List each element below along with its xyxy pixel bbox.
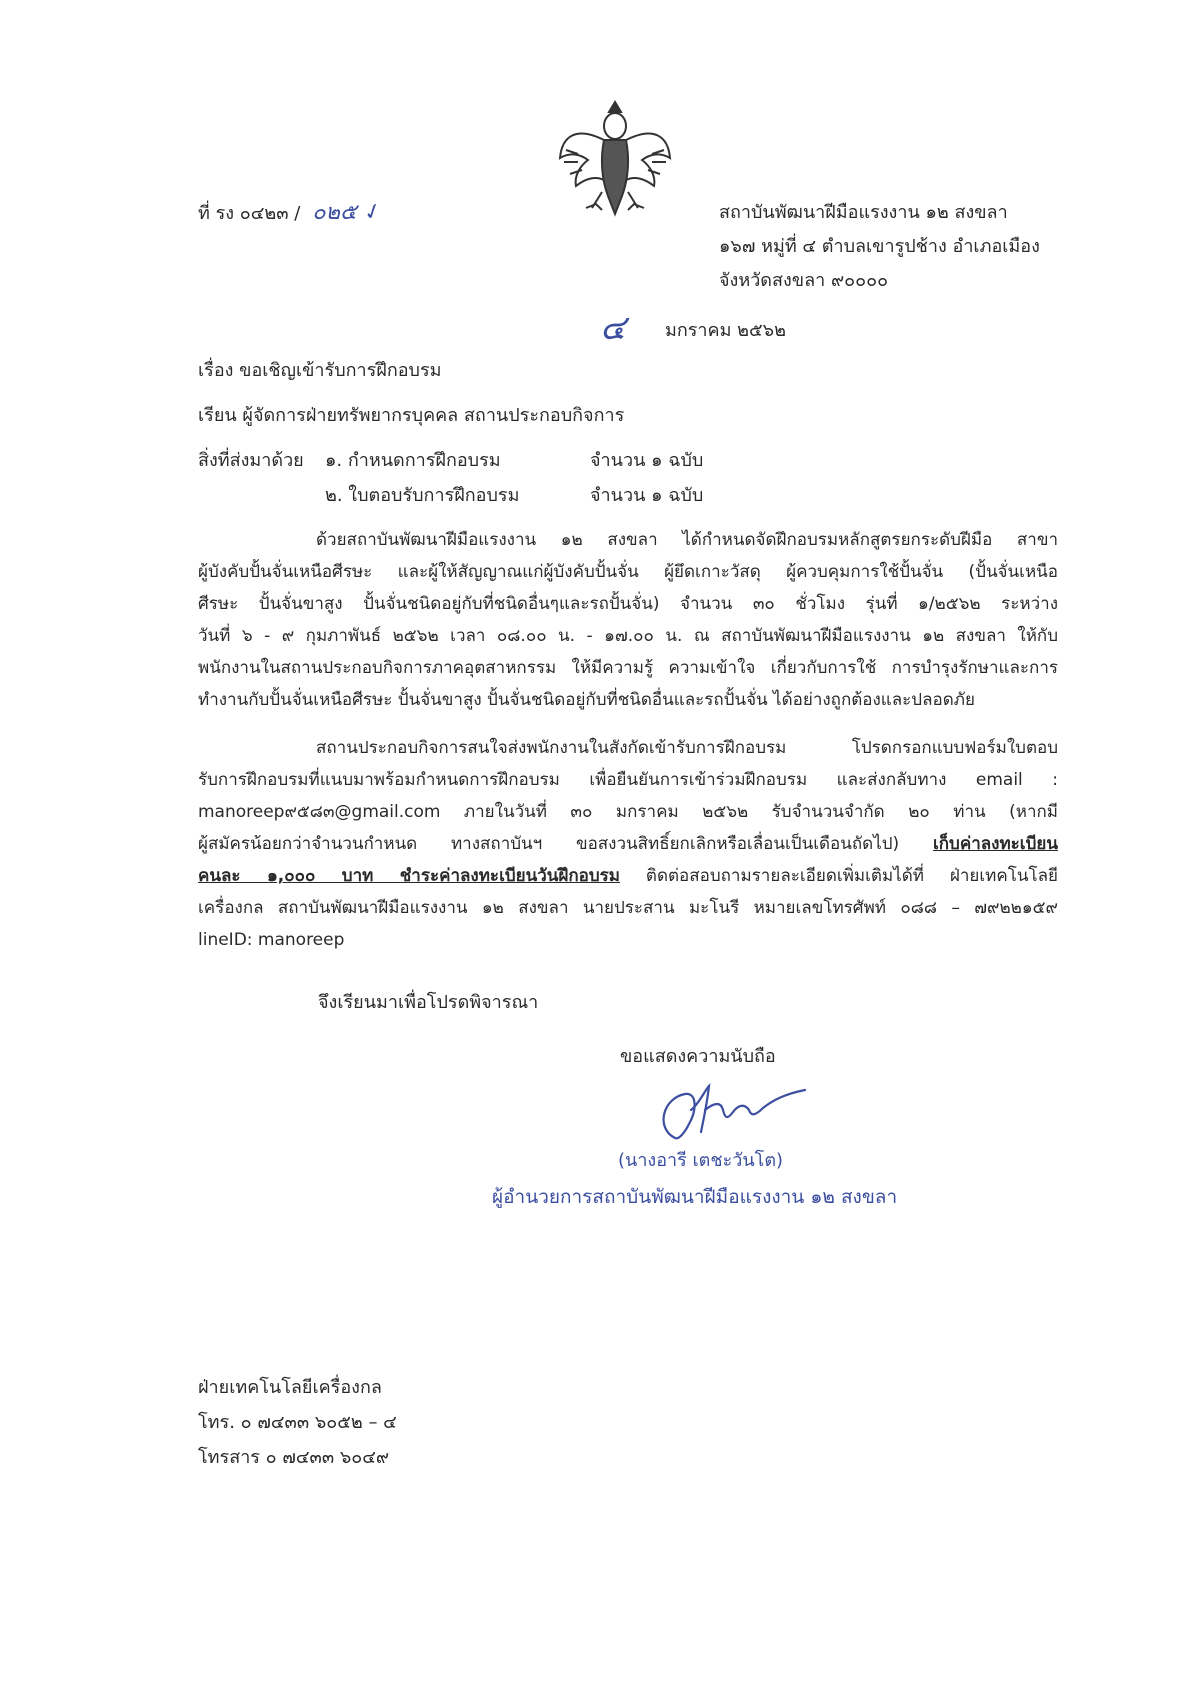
recipient-line: เรียน ผู้จัดการฝ่ายทรัพยากรบุคคล สถานประกอบกิจการ [198, 405, 625, 426]
paragraph-2-line: lineID: manoreep [198, 930, 345, 950]
paragraph-2-line: manoreep๙๕๘๓@gmail.com ภายในวันที่ ๓๐ มกราคม ๒๕๖๒ รับจำนวนจำกัด ๒๐ ท่าน (หากมี [198, 802, 1058, 822]
paragraph-2-line-5 [198, 860, 1058, 892]
footer-fax: โทรสาร ๐ ๗๔๓๓ ๖๐๔๙ [198, 1447, 390, 1468]
enclosure-item-2: ๒. ใบตอบรับการฝึกอบรม [325, 485, 520, 506]
garuda-emblem [556, 96, 674, 220]
handwritten-signature [645, 1080, 825, 1150]
paragraph-2-text: ติดต่อสอบถามรายละเอียดเพิ่มเติมได้ที่ ฝ่ายเทคโนโลยี [620, 866, 1058, 886]
address-line-3: จังหวัดสงขลา ๙๐๐๐๐ [719, 270, 889, 291]
paragraph-1-line: ศีรษะ ปั้นจั่นขาสูง ปั้นจั่นชนิดอยู่กับที่ชนิดอื่นๆและรถปั้นจั่น) จำนวน ๓๐ ชั่วโมง รุ่นที่ ๑/๒๕๖๒ ระหว่าง [198, 594, 1058, 614]
subject-line: เรื่อง ขอเชิญเข้ารับการฝึกอบรม [198, 360, 442, 381]
reference-handwritten: ๐๒๕ [312, 200, 357, 225]
enclosure-item-1: ๑. กำหนดการฝึกอบรม [325, 450, 501, 471]
signer-title: ผู้อำนวยการสถาบันพัฒนาฝีมือแรงงาน ๑๒ สงขลา [492, 1186, 898, 1208]
closing-line: จึงเรียนมาเพื่อโปรดพิจารณา [318, 992, 539, 1013]
reference-number [198, 197, 387, 228]
address-line-1: สถาบันพัฒนาฝีมือแรงงาน ๑๒ สงขลา [719, 202, 1008, 223]
paragraph-2 [198, 732, 1058, 956]
enclosure-qty-2: จำนวน ๑ ฉบับ [590, 485, 704, 506]
paragraph-2-line: เครื่องกล สถาบันพัฒนาฝีมือแรงงาน ๑๒ สงขลา นายประสาน มะโนรี หมายเลขโทรศัพท์ ๐๘๘ – ๗๙๒๒๑๕๙ [198, 898, 1058, 918]
paragraph-1-line: ผู้บังคับปั้นจั่นเหนือศีรษะ และผู้ให้สัญญาณแก่ผู้บังคับปั้นจั่น ผู้ยึดเกาะวัสดุ ผู้ควบคุมการใช้ปั้นจั่น (ปั้นจั่นเหนือ [198, 562, 1058, 582]
paragraph-1-line: พนักงานในสถานประกอบกิจการภาคอุตสาหกรรม ให้มีความรู้ ความเข้าใจ เกี่ยวกับการใช้ การบำรุงรักษาและการ [198, 658, 1058, 678]
regards-line: ขอแสดงความนับถือ [620, 1046, 776, 1067]
paragraph-1-line: ด้วยสถาบันพัฒนาฝีมือแรงงาน ๑๒ สงขลา ได้กำหนดจัดฝึกอบรมหลักสูตรยกระดับฝีมือ สาขา [316, 530, 1058, 550]
footer-phone: โทร. ๐ ๗๔๓๓ ๖๐๕๒ – ๔ [198, 1412, 397, 1433]
paragraph-2-line: สถานประกอบกิจการสนใจส่งพนักงานในสังกัดเข้ารับการฝึกอบรม โปรดกรอกแบบฟอร์มใบตอบ [316, 738, 1058, 758]
paragraph-2-text: ผู้สมัครน้อยกว่าจำนวนกำหนด ทางสถาบันฯ ขอสงวนสิทธิ์ยกเลิกหรือเลื่อนเป็นเดือนถัดไป) [198, 834, 933, 854]
registration-fee-amount: คนละ ๑,๐๐๐ บาท ชำระค่าลงทะเบียนวันฝึกอบรม [198, 866, 621, 886]
date-text: มกราคม ๒๕๖๒ [665, 320, 786, 341]
enclosures-label: สิ่งที่ส่งมาด้วย [198, 450, 304, 471]
paragraph-2-line: รับการฝึกอบรมที่แนบมาพร้อมกำหนดการฝึกอบรม เพื่อยืนยันการเข้าร่วมฝึกอบรม และส่งกลับทาง email : [198, 770, 1058, 790]
date-day-handwritten: ๔ [600, 308, 626, 348]
paragraph-2-line-4 [198, 828, 1058, 860]
paragraph-1 [198, 524, 1058, 716]
signer-name: (นางอารี เตชะวันโต) [618, 1150, 784, 1171]
reference-printed: ที่ รง ๐๔๒๓ / [198, 203, 301, 224]
paragraph-1-line: วันที่ ๖ - ๙ กุมภาพันธ์ ๒๕๖๒ เวลา ๐๘.๐๐ น. - ๑๗.๐๐ น. ณ สถาบันพัฒนาฝีมือแรงงาน ๑๒ สงขลา ให้กับ [198, 626, 1058, 646]
address-line-2: ๑๖๗ หมู่ที่ ๔ ตำบลเขารูปช้าง อำเภอเมือง [719, 236, 1040, 257]
paragraph-1-line: ทำงานกับปั้นจั่นเหนือศีรษะ ปั้นจั่นขาสูง ปั้นจั่นชนิดอยู่กับที่ชนิดอื่นและรถปั้นจั่น ได้อย่างถูกต้องและปลอดภัย [198, 690, 975, 710]
check-mark-icon: ✓ [360, 197, 387, 228]
enclosure-qty-1: จำนวน ๑ ฉบับ [590, 450, 704, 471]
registration-fee-emphasis: เก็บค่าลงทะเบียน [932, 834, 1058, 854]
footer-department: ฝ่ายเทคโนโลยีเครื่องกล [198, 1377, 382, 1398]
